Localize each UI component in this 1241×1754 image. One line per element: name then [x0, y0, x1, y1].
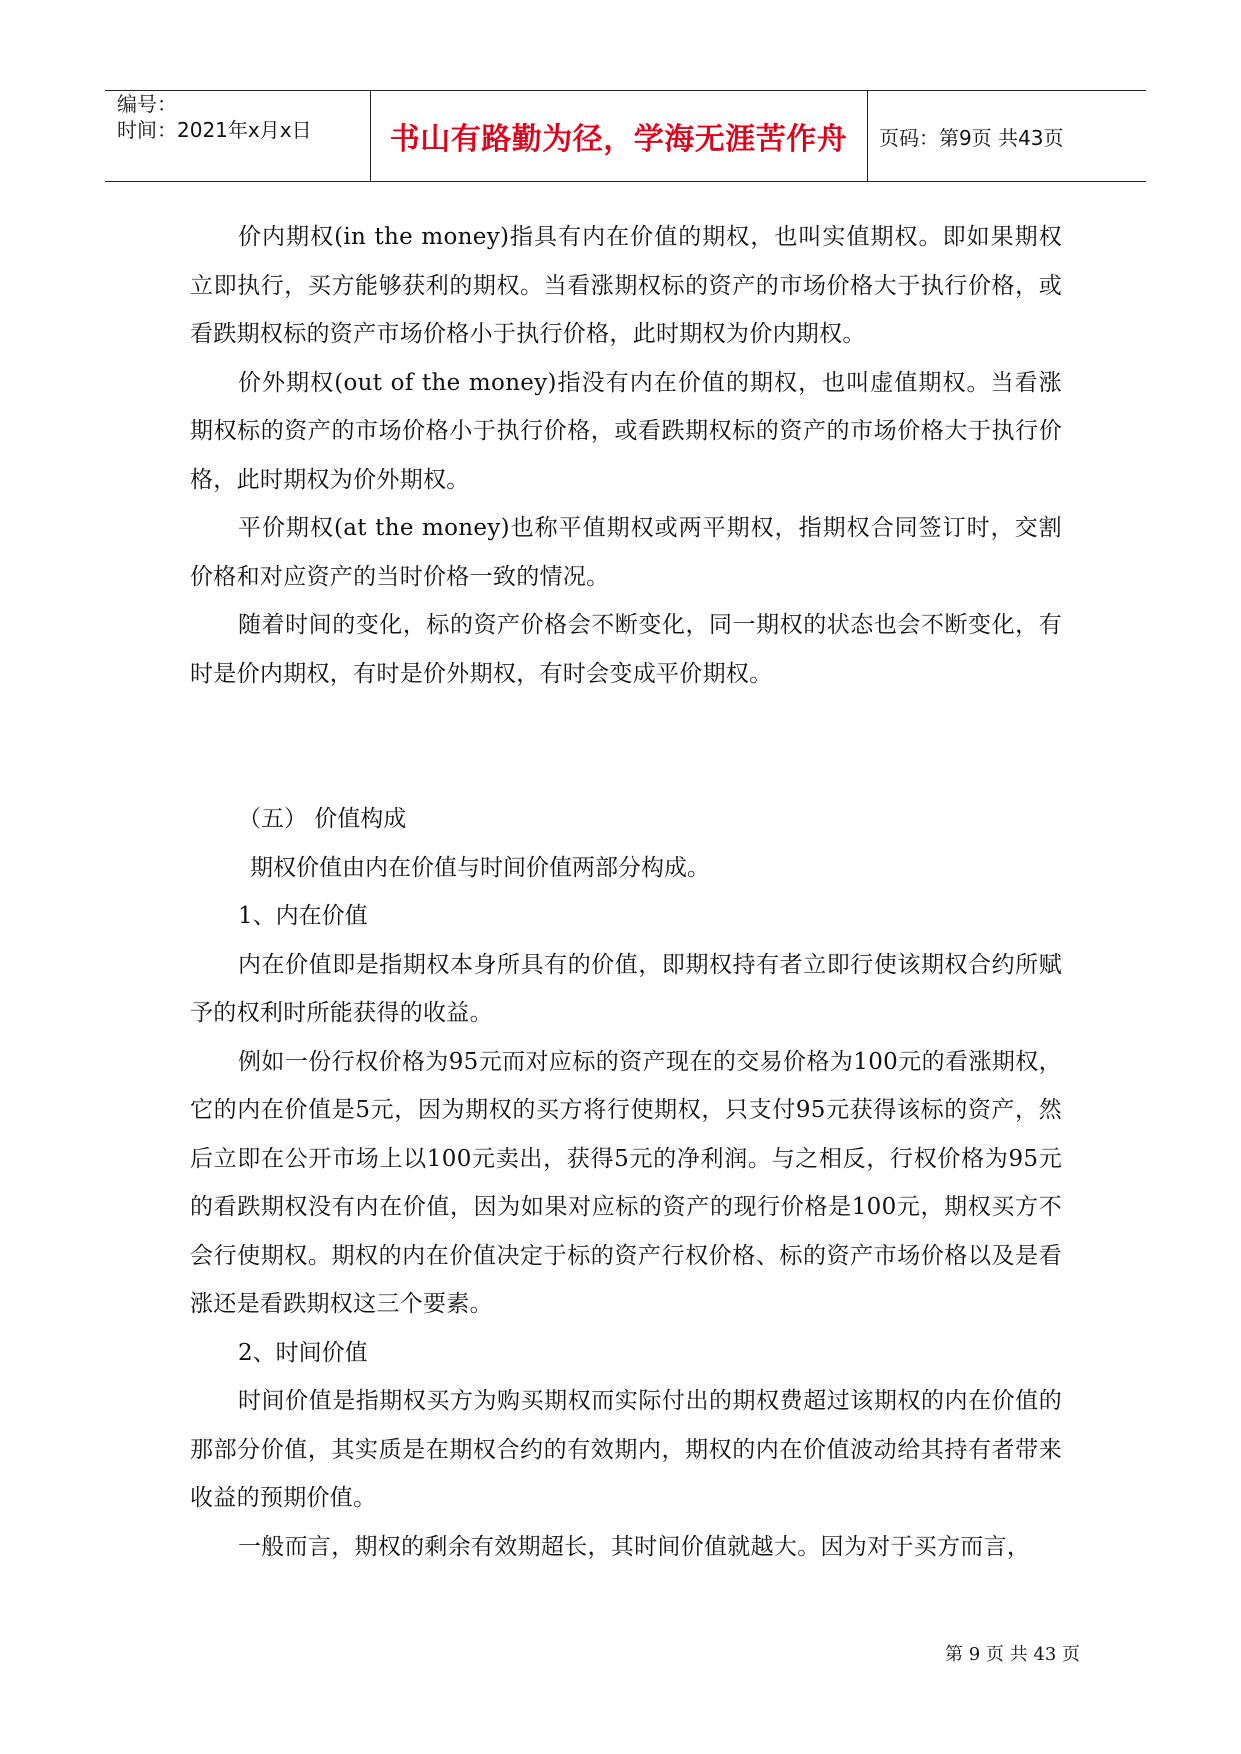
- paragraph-intrinsic-definition: 内在价值即是指期权本身所具有的价值，即期权持有者立即行使该期权合约所赋予的权利时所能获得的收益。: [190, 951, 1062, 1026]
- paragraph-out-of-the-money: 价外期权(out of the money)指没有内在价值的期权，也叫虚值期权。当看涨期权标的资产的市场价格小于执行价格，或看跌期权标的资产的市场价格大于执行价格，此时期权为价外期权。: [190, 369, 1062, 493]
- page-header: [105, 90, 1146, 182]
- section-spacer: [190, 698, 1062, 795]
- paragraph-at-the-money: 平价期权(at the money)也称平值期权或两平期权，指期权合同签订时，交割价格和对应资产的当时价格一致的情况。: [190, 515, 1062, 590]
- paragraph-intrinsic-example: 例如一份行权价格为95元而对应标的资产现在的交易价格为100元的看涨期权，它的内在价值是5元，因为期权的买方将行使期权，只支付95元获得该标的资产，然后立即在公开市场上以100元卖出，获得5元的净利润。与之相反，行权价格为95元的看跌期权没有内在价值，因为如果对应标的资产的现行价格是100元，期权买方不会行使期权。期权的内在价值决定于标的资产行权价格、标的资产市场价格以及是看涨还是看跌期权这三个要素。: [190, 1048, 1062, 1317]
- header-page-cell: [867, 91, 1146, 181]
- document-number-label: 编号：: [117, 92, 177, 116]
- paragraph-state-change: 随着时间的变化，标的资产价格会不断变化，同一期权的状态也会不断变化，有时是价内期权，有时是价外期权，有时会变成平价期权。: [190, 612, 1062, 687]
- document-body: [190, 213, 1062, 1571]
- document-time-label: 时间：2021年x月x日: [117, 118, 312, 142]
- paragraph-time-value-general: 一般而言，期权的剩余有效期超长，其时间价值就越大。因为对于买方而言，: [238, 1533, 1031, 1560]
- subheading-intrinsic-value: 1、内在价值: [238, 903, 368, 929]
- header-motto: 书山有路勤为径，学海无涯苦作舟: [389, 122, 848, 157]
- section-intro: 期权价值由内在价值与时间价值两部分构成。: [250, 854, 710, 881]
- paragraph-time-value-definition: 时间价值是指期权买方为购买期权而实际付出的期权费超过该期权的内在价值的那部分价值，其实质是在期权合约的有效期内，期权的内在价值波动给其持有者带来收益的预期价值。: [190, 1388, 1062, 1511]
- header-meta-cell: [105, 91, 371, 181]
- paragraph-in-the-money: 价内期权(in the money)指具有内在价值的期权，也叫实值期权。即如果期权立即执行，买方能够获利的期权。当看涨期权标的资产的市场价格大于执行价格，或看跌期权标的资产市场价格小于执行价格，此时期权为价内期权。: [190, 224, 1062, 347]
- page-footer: 第 9 页 共 43 页: [945, 1644, 1080, 1665]
- header-motto-cell: [370, 91, 868, 181]
- subheading-time-value: 2、时间价值: [238, 1339, 368, 1366]
- section-heading: （五） 价值构成: [238, 806, 407, 832]
- header-page-info: 页码：第9页 共43页: [879, 125, 1064, 150]
